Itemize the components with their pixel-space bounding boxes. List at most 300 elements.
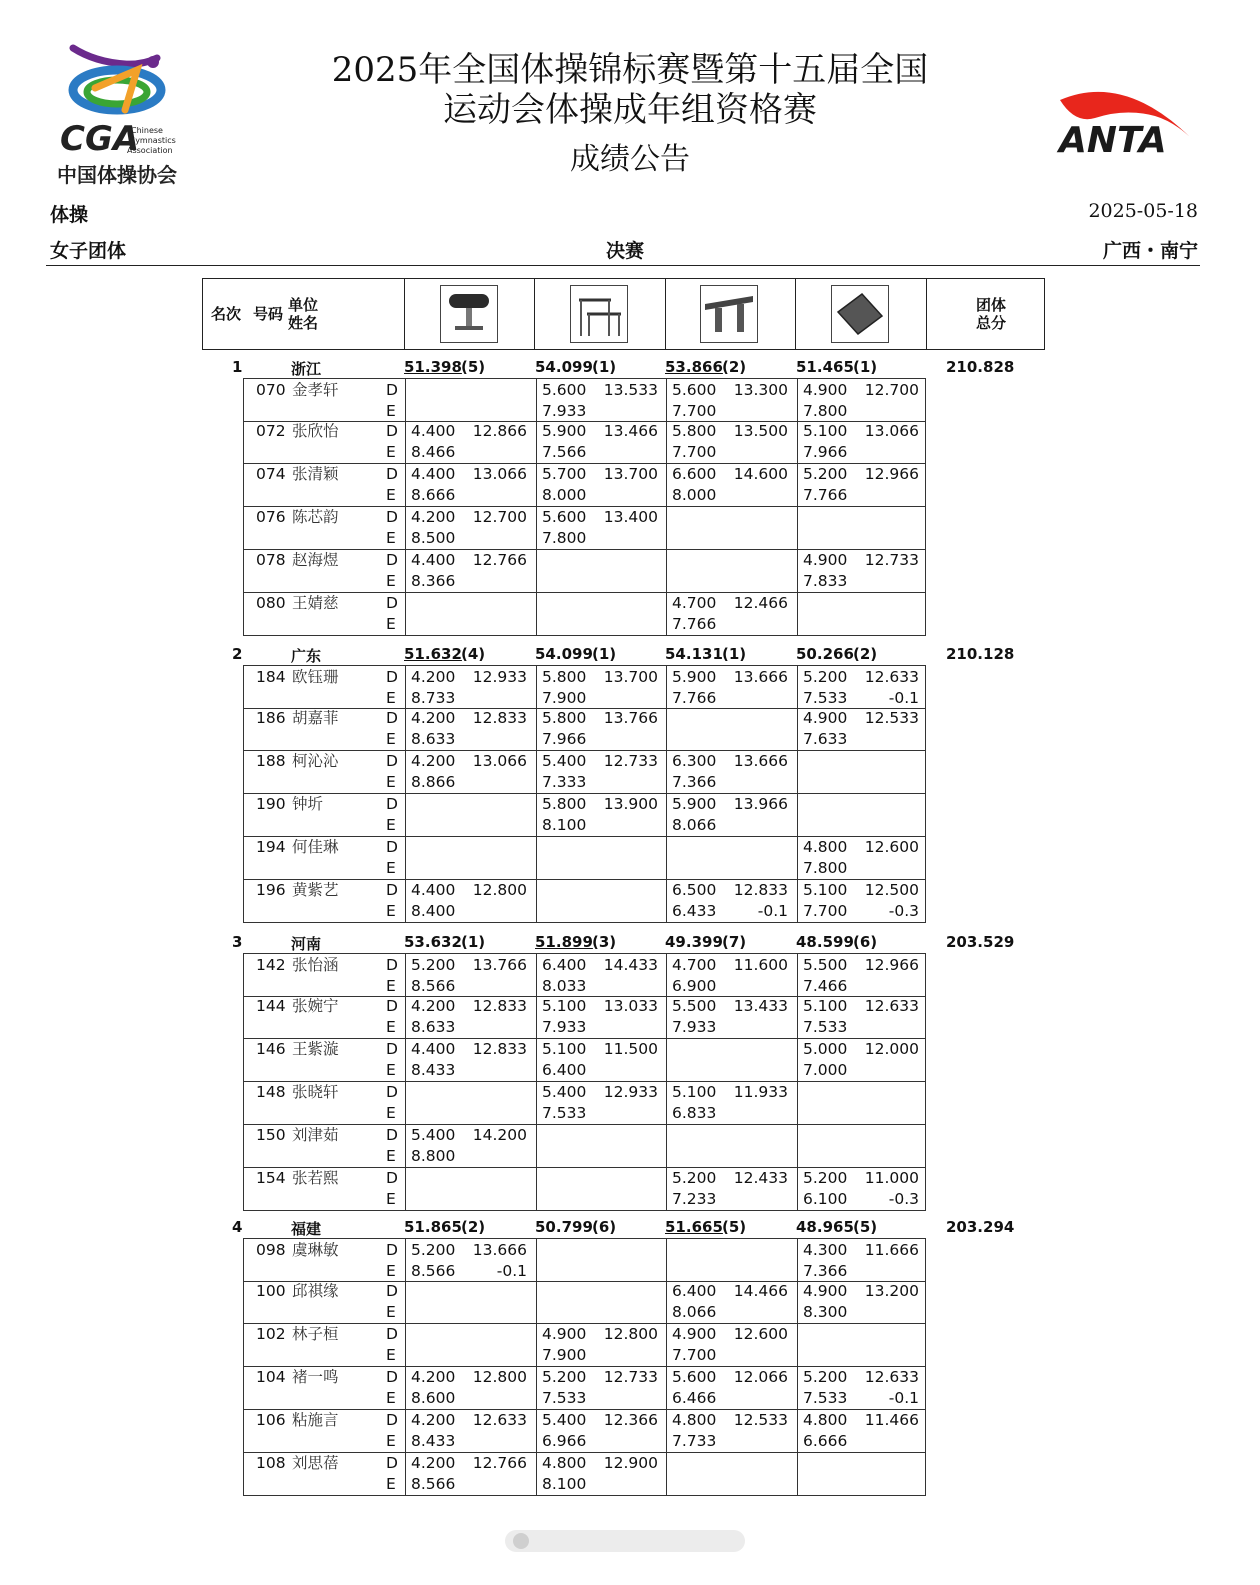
team-total: 210.828 <box>946 358 1015 376</box>
team-apparatus-score: 53.632 <box>404 933 462 951</box>
d-score: 4.200 <box>411 1411 456 1429</box>
team-apparatus-rank: (1) <box>592 645 617 663</box>
column-divider <box>666 996 667 1038</box>
e-score: 7.766 <box>672 615 717 633</box>
e-score: 7.566 <box>542 443 587 461</box>
column-divider <box>405 751 406 793</box>
apparatus-total: 14.600 <box>733 465 788 483</box>
team-apparatus-rank: (5) <box>461 358 486 376</box>
apparatus-total: 12.533 <box>733 1411 788 1429</box>
athlete-name: 黄紫艺 <box>292 881 339 899</box>
column-divider <box>536 1239 537 1281</box>
athlete-row <box>243 837 926 880</box>
d-score: 4.400 <box>411 881 456 899</box>
column-divider <box>536 837 537 879</box>
column-divider <box>405 1453 406 1495</box>
d-label: D <box>386 1411 398 1429</box>
team-row <box>0 355 1260 379</box>
column-divider <box>405 1082 406 1124</box>
d-score: 4.200 <box>411 752 456 770</box>
team-row <box>0 642 1260 666</box>
e-score: 8.866 <box>411 773 456 791</box>
d-label: D <box>386 997 398 1015</box>
athlete-bib: 142 <box>256 956 286 974</box>
team-apparatus-rank: (4) <box>461 645 486 663</box>
d-score: 4.200 <box>411 1368 456 1386</box>
athlete-row <box>243 1168 926 1211</box>
d-score: 4.400 <box>411 465 456 483</box>
e-label: E <box>386 486 396 504</box>
column-divider <box>405 954 406 996</box>
d-score: 5.200 <box>411 956 456 974</box>
e-score: 7.800 <box>542 529 587 547</box>
column-divider <box>405 421 406 463</box>
column-divider <box>536 751 537 793</box>
d-label: D <box>386 594 398 612</box>
athlete-name: 张若熙 <box>292 1169 339 1187</box>
venue: 广西・南宁 <box>1102 240 1198 262</box>
e-score: 7.533 <box>542 1104 587 1122</box>
athlete-bib: 190 <box>256 795 286 813</box>
d-score: 5.400 <box>411 1126 456 1144</box>
athlete-row <box>243 507 926 550</box>
athlete-row <box>243 421 926 464</box>
apparatus-total: 13.033 <box>603 997 658 1015</box>
team-apparatus-rank: (6) <box>853 933 878 951</box>
d-label: D <box>386 752 398 770</box>
e-score: 7.766 <box>803 486 848 504</box>
d-score: 5.800 <box>542 795 587 813</box>
col-team-total-1: 团体 <box>976 296 1007 314</box>
apparatus-total: 11.933 <box>733 1083 788 1101</box>
apparatus-total: 14.200 <box>472 1126 527 1144</box>
apparatus-total: 11.500 <box>603 1040 658 1058</box>
e-label: E <box>386 615 396 633</box>
e-score: 8.066 <box>672 816 717 834</box>
d-score: 5.100 <box>542 997 587 1015</box>
e-score: 7.533 <box>803 689 848 707</box>
column-divider <box>666 1324 667 1366</box>
athlete-name: 林子桓 <box>292 1325 339 1343</box>
athlete-bib: 194 <box>256 838 286 856</box>
e-score: 8.300 <box>803 1303 848 1321</box>
apparatus-total: 12.733 <box>603 1368 658 1386</box>
athlete-bib: 144 <box>256 997 286 1015</box>
column-divider <box>797 954 798 996</box>
e-score: 7.466 <box>803 977 848 995</box>
d-score: 4.900 <box>803 551 848 569</box>
apparatus-total: 12.466 <box>733 594 788 612</box>
column-divider <box>405 794 406 836</box>
team-name: 河南 <box>291 935 322 953</box>
athlete-name: 刘思蓓 <box>292 1454 339 1472</box>
d-score: 5.100 <box>803 997 848 1015</box>
athlete-name: 张怡涵 <box>292 956 339 974</box>
d-score: 5.900 <box>672 795 717 813</box>
column-divider <box>797 751 798 793</box>
column-divider <box>666 1239 667 1281</box>
column-divider <box>536 550 537 592</box>
d-score: 5.200 <box>803 465 848 483</box>
e-label: E <box>386 443 396 461</box>
column-divider <box>405 1039 406 1081</box>
apparatus-total: 13.400 <box>603 508 658 526</box>
d-label: D <box>386 1241 398 1259</box>
e-score: 8.566 <box>411 1262 456 1280</box>
d-score: 4.200 <box>411 668 456 686</box>
team-apparatus-score: 51.865 <box>404 1218 462 1236</box>
d-score: 5.200 <box>803 1169 848 1187</box>
report-title-line-2: 运动会体操成年组资格赛 <box>443 90 817 130</box>
vault-icon <box>440 285 498 343</box>
apparatus-total: 12.633 <box>472 1411 527 1429</box>
apparatus-total: 11.466 <box>864 1411 919 1429</box>
e-score: 8.000 <box>542 486 587 504</box>
d-score: 4.400 <box>411 551 456 569</box>
team-rank: 1 <box>232 358 243 376</box>
athlete-name: 虞琳敏 <box>292 1241 339 1259</box>
d-score: 4.300 <box>803 1241 848 1259</box>
d-score: 5.900 <box>542 422 587 440</box>
e-score: 7.533 <box>803 1389 848 1407</box>
header-divider <box>46 265 1200 266</box>
e-label: E <box>386 689 396 707</box>
team-name: 浙江 <box>291 360 322 378</box>
e-label: E <box>386 1346 396 1364</box>
d-score: 5.600 <box>672 1368 717 1386</box>
athlete-bib: 080 <box>256 594 286 612</box>
athlete-row <box>243 1324 926 1367</box>
column-divider <box>536 1082 537 1124</box>
e-score: 6.400 <box>542 1061 587 1079</box>
e-label: E <box>386 902 396 920</box>
team-apparatus-rank: (7) <box>722 933 747 951</box>
athlete-bib: 074 <box>256 465 286 483</box>
athlete-name: 张清颖 <box>292 465 339 483</box>
column-divider <box>666 1281 667 1323</box>
apparatus-total: 12.900 <box>603 1454 658 1472</box>
cga-chinese-name: 中国体操协会 <box>57 163 177 187</box>
column-divider <box>536 794 537 836</box>
cga-english-1: Chinese <box>131 126 163 135</box>
d-label: D <box>386 1169 398 1187</box>
team-apparatus-rank: (1) <box>853 358 878 376</box>
team-apparatus-score: 48.965 <box>796 1218 854 1236</box>
column-divider <box>405 1367 406 1409</box>
column-divider <box>536 708 537 750</box>
apparatus-total: 11.666 <box>864 1241 919 1259</box>
column-divider <box>797 666 798 708</box>
d-score: 4.800 <box>803 1411 848 1429</box>
athlete-row <box>243 464 926 507</box>
e-score: 8.100 <box>542 1475 587 1493</box>
e-score: 6.833 <box>672 1104 717 1122</box>
column-divider <box>666 751 667 793</box>
e-label: E <box>386 1389 396 1407</box>
athlete-bib: 184 <box>256 668 286 686</box>
team-apparatus-rank: (2) <box>461 1218 486 1236</box>
athlete-bib: 154 <box>256 1169 286 1187</box>
d-score: 5.500 <box>672 997 717 1015</box>
column-divider <box>797 1367 798 1409</box>
d-label: D <box>386 551 398 569</box>
e-score: 6.666 <box>803 1432 848 1450</box>
team-apparatus-score: 49.399 <box>665 933 723 951</box>
column-divider <box>666 1168 667 1210</box>
column-divider <box>536 1168 537 1210</box>
d-score: 4.200 <box>411 508 456 526</box>
d-label: D <box>386 668 398 686</box>
e-label: E <box>386 1262 396 1280</box>
column-divider <box>405 996 406 1038</box>
column-divider <box>405 1239 406 1281</box>
e-score: 8.400 <box>411 902 456 920</box>
column-divider <box>405 1410 406 1452</box>
column-divider <box>405 708 406 750</box>
column-divider <box>405 666 406 708</box>
e-score: 8.500 <box>411 529 456 547</box>
e-score: 7.733 <box>672 1432 717 1450</box>
column-divider <box>536 379 537 421</box>
d-score: 6.500 <box>672 881 717 899</box>
apparatus-total: 11.000 <box>864 1169 919 1187</box>
team-apparatus-rank: (5) <box>722 1218 747 1236</box>
athlete-name: 邱祺缘 <box>292 1282 339 1300</box>
anta-logo <box>1055 78 1200 163</box>
e-score: 8.733 <box>411 689 456 707</box>
e-score: 7.933 <box>542 402 587 420</box>
apparatus-total: 12.066 <box>733 1368 788 1386</box>
team-apparatus-score: 51.632 <box>404 645 462 663</box>
e-score: 8.633 <box>411 1018 456 1036</box>
athlete-row <box>243 996 926 1039</box>
athlete-bib: 078 <box>256 551 286 569</box>
d-label: D <box>386 1454 398 1472</box>
column-divider <box>536 666 537 708</box>
column-divider <box>666 1410 667 1452</box>
column-divider <box>405 1324 406 1366</box>
e-score: 7.633 <box>803 730 848 748</box>
apparatus-total: 12.633 <box>864 997 919 1015</box>
d-score: 5.500 <box>803 956 848 974</box>
column-divider <box>405 550 406 592</box>
e-score: 8.033 <box>542 977 587 995</box>
column-divider <box>405 880 406 922</box>
column-divider <box>797 1281 798 1323</box>
e-score: 7.000 <box>803 1061 848 1079</box>
apparatus-total: 13.700 <box>603 465 658 483</box>
apparatus-total: 13.433 <box>733 997 788 1015</box>
athlete-bib: 150 <box>256 1126 286 1144</box>
e-score: 7.366 <box>803 1262 848 1280</box>
d-score: 5.600 <box>542 381 587 399</box>
e-label: E <box>386 859 396 877</box>
e-score: 8.666 <box>411 486 456 504</box>
athlete-name: 陈芯韵 <box>292 508 339 526</box>
d-label: D <box>386 709 398 727</box>
e-label: E <box>386 1303 396 1321</box>
apparatus-total: 13.533 <box>603 381 658 399</box>
athlete-bib: 104 <box>256 1368 286 1386</box>
d-score: 4.400 <box>411 422 456 440</box>
column-divider <box>405 837 406 879</box>
column-divider <box>666 794 667 836</box>
d-score: 5.800 <box>672 422 717 440</box>
d-score: 4.900 <box>542 1325 587 1343</box>
team-apparatus-score: 54.099 <box>535 358 593 376</box>
team-total: 203.529 <box>946 933 1015 951</box>
e-score: 7.966 <box>542 730 587 748</box>
e-label: E <box>386 816 396 834</box>
team-apparatus-rank: (5) <box>853 1218 878 1236</box>
column-divider <box>797 507 798 549</box>
column-divider <box>666 1082 667 1124</box>
athlete-bib: 106 <box>256 1411 286 1429</box>
col-unit: 单位 <box>288 296 319 314</box>
apparatus-total: 12.766 <box>472 1454 527 1472</box>
d-label: D <box>386 881 398 899</box>
athlete-bib: 076 <box>256 508 286 526</box>
athlete-name: 王紫漩 <box>292 1040 339 1058</box>
e-score: 6.433 <box>672 902 717 920</box>
athlete-name: 胡嘉菲 <box>292 709 339 727</box>
team-apparatus-score: 50.266 <box>796 645 854 663</box>
apparatus-total: 13.066 <box>472 752 527 770</box>
apparatus-total: 12.700 <box>864 381 919 399</box>
athlete-name: 欧钰珊 <box>292 668 339 686</box>
d-score: 5.800 <box>542 668 587 686</box>
d-score: 4.900 <box>803 1282 848 1300</box>
team-apparatus-score: 51.398 <box>404 358 462 376</box>
column-divider <box>797 1039 798 1081</box>
e-score: 8.566 <box>411 977 456 995</box>
apparatus-total: 12.733 <box>603 752 658 770</box>
column-divider <box>536 996 537 1038</box>
d-score: 4.700 <box>672 956 717 974</box>
apparatus-total: 14.466 <box>733 1282 788 1300</box>
athlete-row <box>243 1281 926 1324</box>
cga-wordmark: CGA <box>60 119 140 159</box>
apparatus-total: 12.733 <box>864 551 919 569</box>
team-rank: 3 <box>232 933 243 951</box>
column-divider <box>536 421 537 463</box>
e-score: 8.633 <box>411 730 456 748</box>
cga-english-2: Gymnastics <box>129 136 176 145</box>
d-label: D <box>386 381 398 399</box>
column-divider <box>797 1239 798 1281</box>
athlete-name: 刘津茹 <box>292 1126 339 1144</box>
apparatus-total: 12.633 <box>864 1368 919 1386</box>
competition-phase: 决赛 <box>605 240 644 262</box>
d-label: D <box>386 1083 398 1101</box>
apparatus-total: 12.633 <box>864 668 919 686</box>
column-divider <box>536 507 537 549</box>
apparatus-total: 12.800 <box>472 1368 527 1386</box>
athlete-name: 张欣怡 <box>292 422 339 440</box>
athlete-row <box>243 1453 926 1496</box>
d-score: 4.800 <box>803 838 848 856</box>
apparatus-total: 13.200 <box>864 1282 919 1300</box>
athlete-row <box>243 1238 926 1282</box>
e-label: E <box>386 773 396 791</box>
d-label: D <box>386 1368 398 1386</box>
e-score: 7.533 <box>803 1018 848 1036</box>
athlete-row <box>243 1367 926 1410</box>
apparatus-total: 12.833 <box>472 1040 527 1058</box>
apparatus-total: 13.500 <box>733 422 788 440</box>
d-label: D <box>386 795 398 813</box>
column-divider <box>666 708 667 750</box>
athlete-name: 张婉宁 <box>292 997 339 1015</box>
athlete-bib: 146 <box>256 1040 286 1058</box>
apparatus-total: 13.666 <box>733 752 788 770</box>
apparatus-total: 13.666 <box>733 668 788 686</box>
apparatus-total: 12.433 <box>733 1169 788 1187</box>
apparatus-total: 13.066 <box>472 465 527 483</box>
athlete-name: 赵海煜 <box>292 551 339 569</box>
d-score: 5.200 <box>803 1368 848 1386</box>
team-apparatus-score: 48.599 <box>796 933 854 951</box>
apparatus-total: 12.700 <box>472 508 527 526</box>
athlete-bib: 072 <box>256 422 286 440</box>
column-divider <box>797 794 798 836</box>
uneven-bars-icon <box>570 285 628 343</box>
athlete-bib: 098 <box>256 1241 286 1259</box>
e-score: 7.700 <box>672 1346 717 1364</box>
e-score: 7.533 <box>542 1389 587 1407</box>
e-score: 7.333 <box>542 773 587 791</box>
apparatus-total: 11.600 <box>733 956 788 974</box>
athlete-name: 何佳琳 <box>292 838 339 856</box>
team-apparatus-rank: (1) <box>722 645 747 663</box>
column-divider <box>405 1281 406 1323</box>
e-label: E <box>386 1061 396 1079</box>
e-score: 7.700 <box>672 443 717 461</box>
column-divider <box>797 837 798 879</box>
athlete-name: 金孝轩 <box>292 381 339 399</box>
column-divider <box>797 379 798 421</box>
column-divider <box>536 1125 537 1167</box>
column-divider <box>666 880 667 922</box>
column-divider <box>405 593 406 635</box>
e-score: 6.466 <box>672 1389 717 1407</box>
apparatus-total: 12.533 <box>864 709 919 727</box>
e-score: 7.933 <box>542 1018 587 1036</box>
team-apparatus-rank: (2) <box>853 645 878 663</box>
apparatus-total: 12.833 <box>733 881 788 899</box>
e-score: 8.366 <box>411 572 456 590</box>
team-apparatus-score: 51.465 <box>796 358 854 376</box>
column-divider <box>405 1125 406 1167</box>
athlete-row <box>243 1039 926 1082</box>
column-divider <box>666 954 667 996</box>
column-divider <box>666 837 667 879</box>
column-divider <box>666 1039 667 1081</box>
column-divider <box>666 550 667 592</box>
apparatus-total: 12.833 <box>472 709 527 727</box>
apparatus-total: 13.700 <box>603 668 658 686</box>
d-score: 5.100 <box>542 1040 587 1058</box>
d-score: 5.100 <box>803 422 848 440</box>
column-divider <box>666 421 667 463</box>
d-label: D <box>386 1282 398 1300</box>
apparatus-total: 12.500 <box>864 881 919 899</box>
e-label: E <box>386 1190 396 1208</box>
d-label: D <box>386 1040 398 1058</box>
athlete-row <box>243 751 926 794</box>
team-apparatus-rank: (6) <box>592 1218 617 1236</box>
athlete-name: 柯沁沁 <box>292 752 339 770</box>
